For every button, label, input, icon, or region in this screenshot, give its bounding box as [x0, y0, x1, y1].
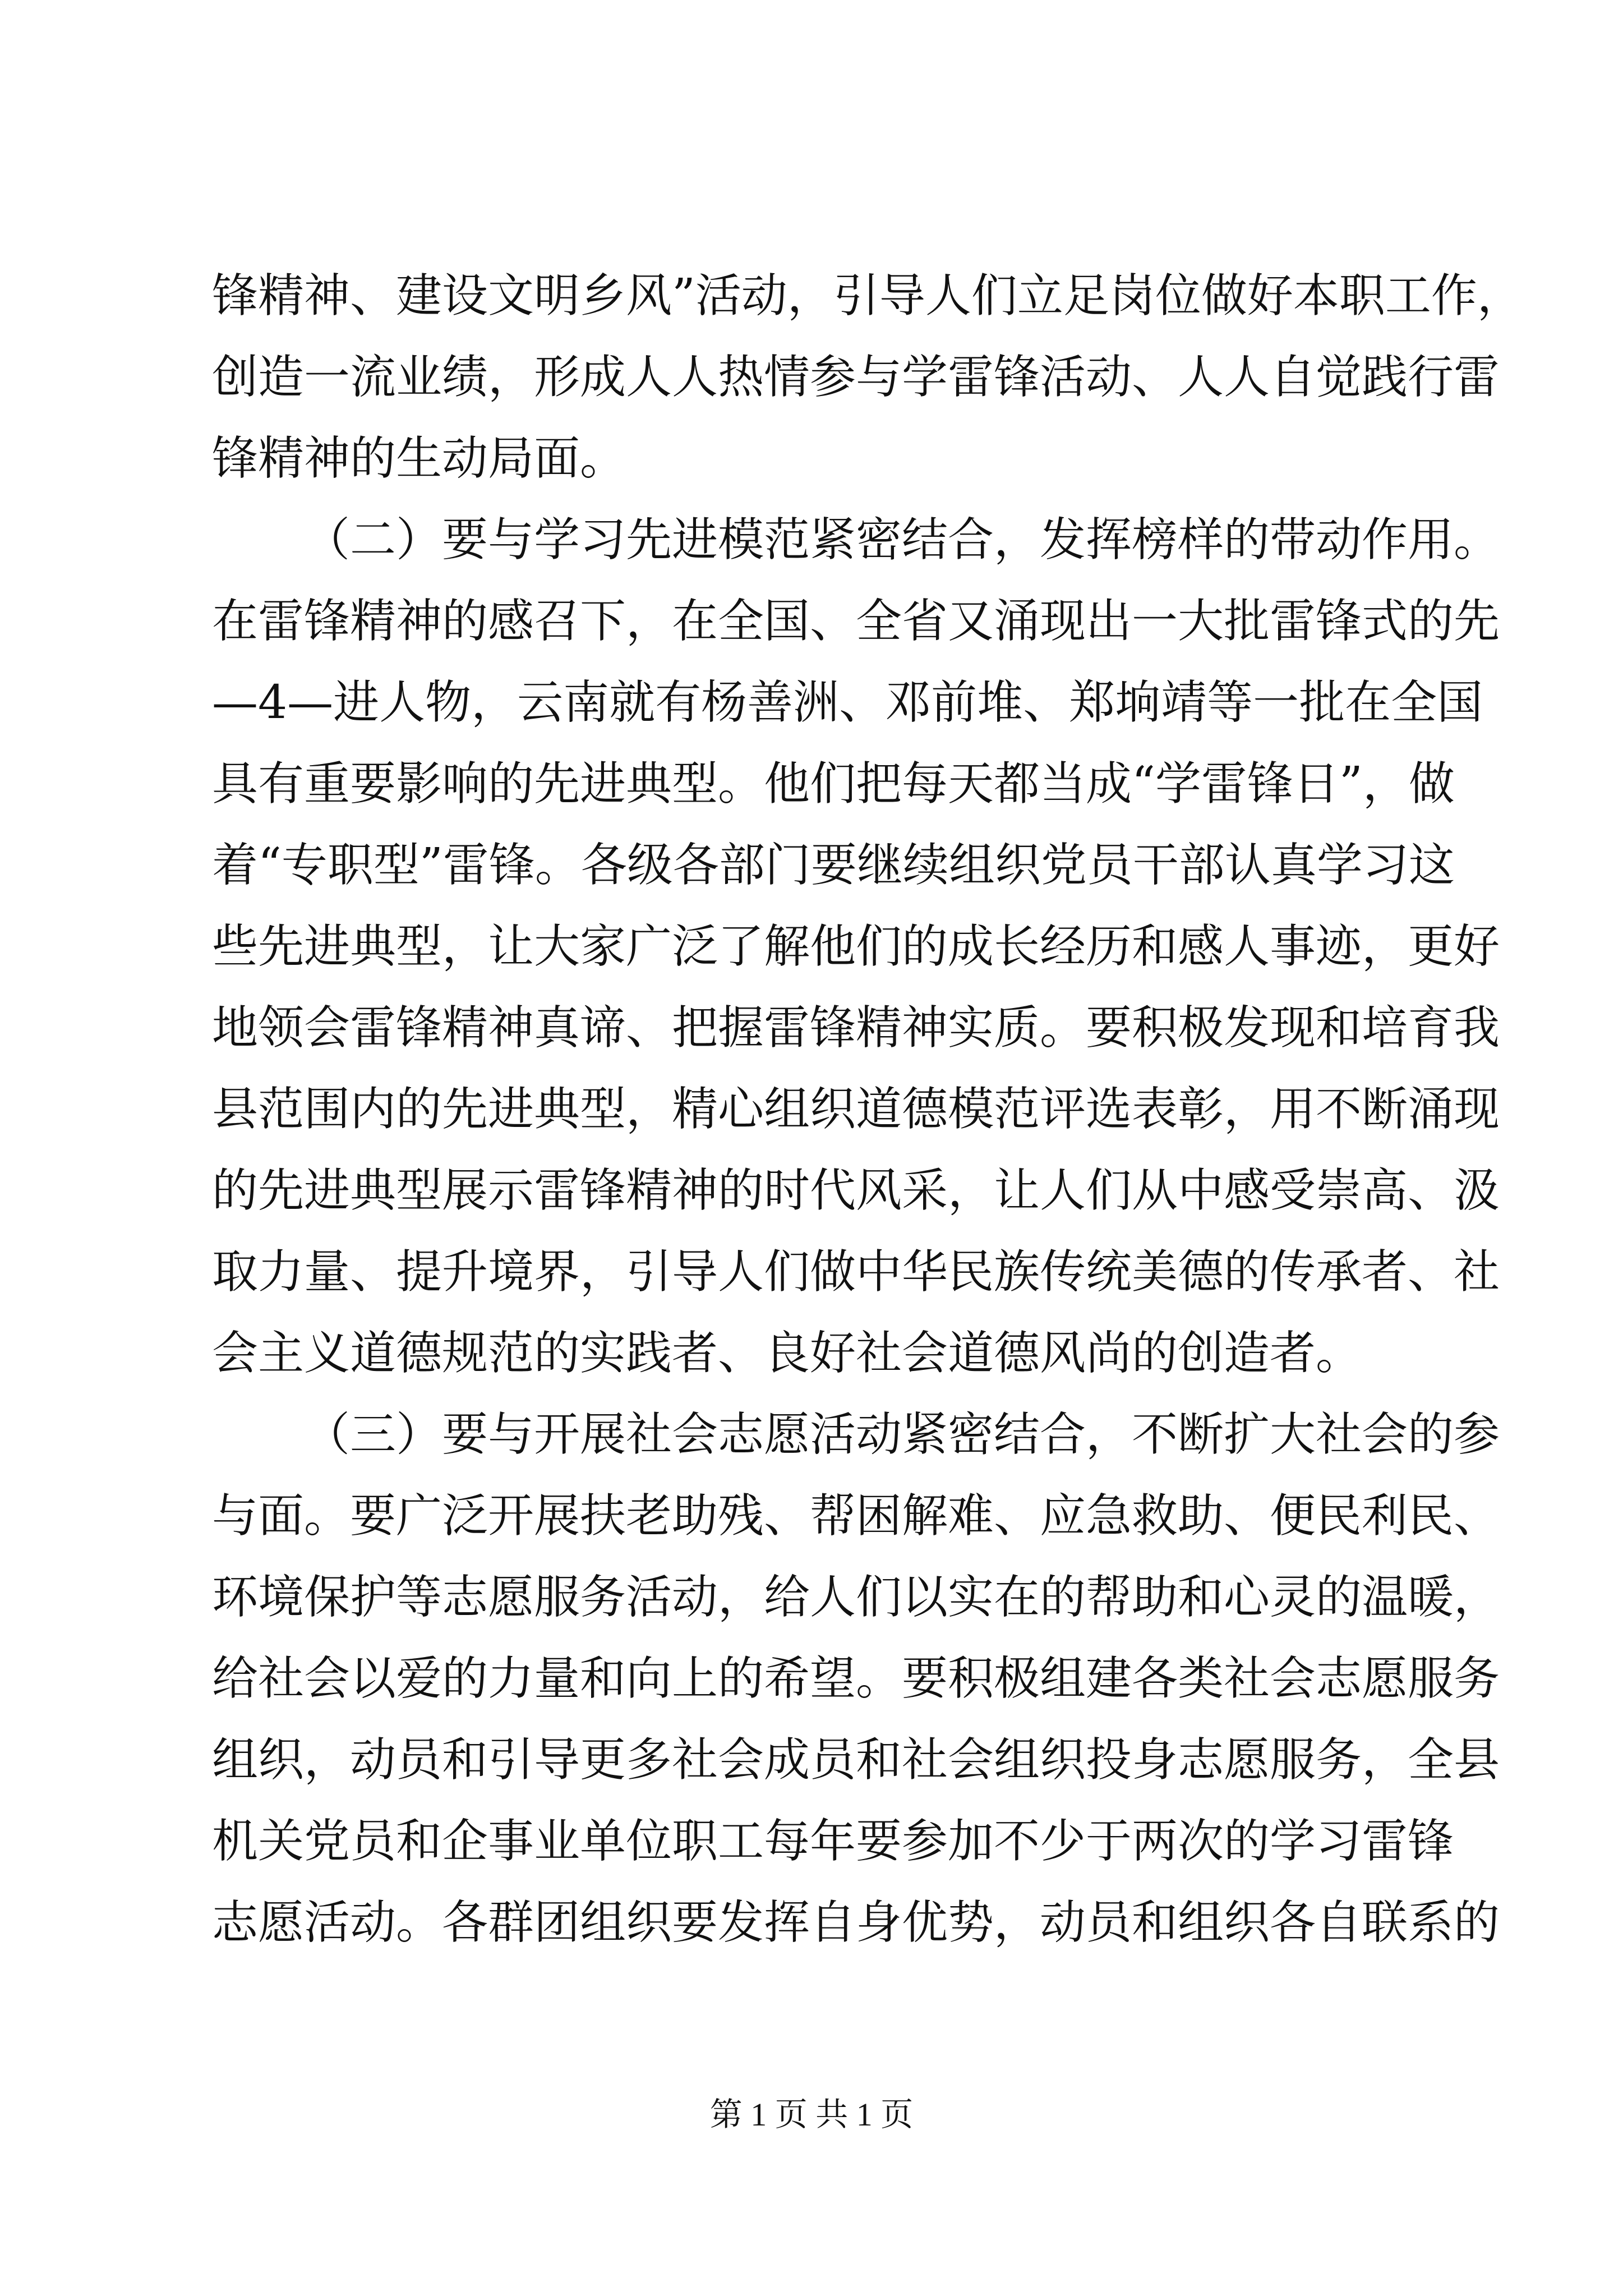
text-line-content: （三）要与开展社会志愿活动紧密结合，不断扩大社会的参: [304, 1408, 1500, 1461]
text-line: [0, 1727, 1623, 1794]
text-line: [0, 1889, 1623, 1957]
text-line-content: 组织，动员和引导更多社会成员和社会组织投身志愿服务，全县: [212, 1733, 1500, 1787]
text-line: [0, 1401, 1623, 1469]
text-line: [0, 995, 1623, 1062]
text-line: [0, 1483, 1623, 1550]
text-line-content: 创造一流业绩，形成人人热情参与学雷锋活动、人人自觉践行雷: [212, 351, 1500, 404]
text-line: [0, 832, 1623, 899]
text-line: [0, 1076, 1623, 1143]
text-line: [0, 1320, 1623, 1387]
text-line-content: 县范围内的先进典型，精心组织道德模范评选表彰，用不断涌现: [212, 1083, 1500, 1136]
text-line-content: 地领会雷锋精神真谛、把握雷锋精神实质。要积极发现和培育我: [212, 1001, 1500, 1055]
text-line: [0, 1239, 1623, 1306]
text-line-content: 具有重要影响的先进典型。他们把每天都当成“学雷锋日”，做: [212, 757, 1455, 811]
text-line: [0, 1645, 1623, 1713]
text-line-content: 志愿活动。各群团组织要发挥自身优势，动员和组织各自联系的: [212, 1896, 1500, 1949]
text-line-content: 锋精神、建设文明乡风”活动，引导人们立足岗位做好本职工作，: [212, 269, 1523, 323]
text-line: [0, 669, 1623, 737]
text-line-content: 与面。要广泛开展扶老助残、帮困解难、应急救助、便民利民、: [212, 1489, 1500, 1543]
text-line-content: （二）要与学习先进模范紧密结合，发挥榜样的带动作用。: [304, 513, 1500, 567]
text-line: [0, 263, 1623, 330]
text-line: [0, 1564, 1623, 1631]
text-line: [0, 1808, 1623, 1875]
text-line: [0, 913, 1623, 981]
text-line-content: 机关党员和企事业单位职工每年要参加不少于两次的学习雷锋: [212, 1815, 1454, 1868]
text-line: [0, 751, 1623, 818]
text-line: [0, 588, 1623, 655]
text-line-content: 些先进典型，让大家广泛了解他们的成长经历和感人事迹，更好: [212, 920, 1500, 973]
text-line-content: 会主义道德规范的实践者、良好社会道德风尚的创造者。: [212, 1327, 1362, 1380]
text-line-content: 在雷锋精神的感召下，在全国、全省又涌现出一大批雷锋式的先: [212, 595, 1500, 648]
page-footer: 第 1 页 共 1 页: [709, 2096, 914, 2133]
text-line-content: 的先进典型展示雷锋精神的时代风采，让人们从中感受崇高、汲: [212, 1164, 1500, 1217]
text-line: [0, 344, 1623, 411]
text-line-content: 着“专职型”雷锋。各级各部门要继续组织党员干部认真学习这: [212, 839, 1455, 892]
text-line-content: 取力量、提升境界，引导人们做中华民族传统美德的传承者、社: [212, 1245, 1500, 1299]
text-line-content: —4—进人物，云南就有杨善洲、邓前堆、郑垧靖等一批在全国: [212, 676, 1483, 729]
text-line: [0, 1157, 1623, 1225]
text-line-content: 给社会以爱的力量和向上的希望。要积极组建各类社会志愿服务: [212, 1652, 1500, 1705]
text-line-content: 环境保护等志愿服务活动，给人们以实在的帮助和心灵的温暖，: [212, 1571, 1500, 1624]
text-line-content: 锋精神的生动局面。: [212, 432, 626, 485]
text-line: [0, 507, 1623, 574]
text-line: [0, 425, 1623, 493]
